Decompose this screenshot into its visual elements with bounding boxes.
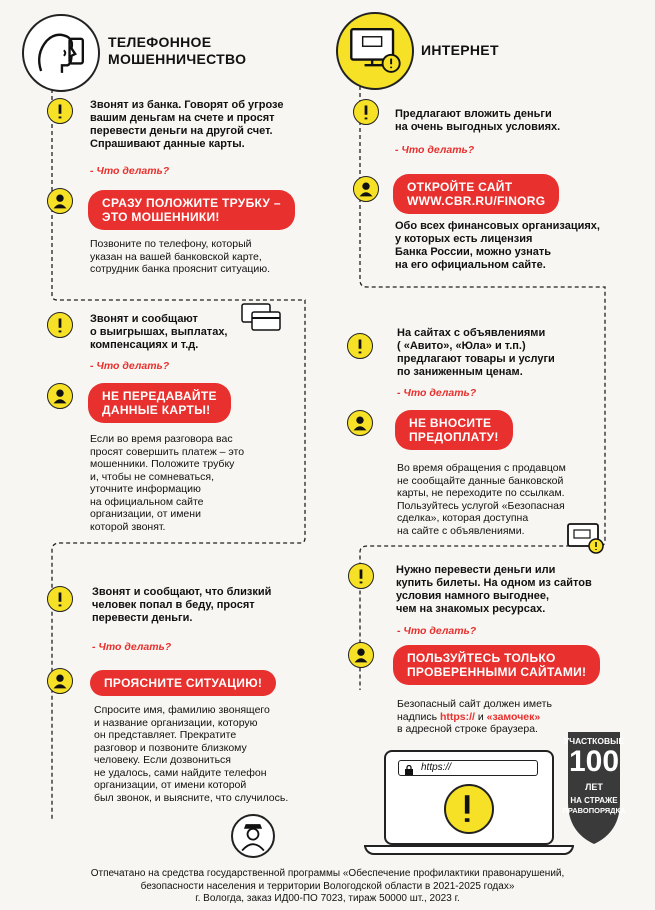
right-s3-ans-line (397, 711, 552, 724)
left-s3-ans-line: разговор и позвоните близкому (94, 741, 247, 754)
anniversary-badge-logo (558, 728, 630, 846)
left-s3-what-to-do: - Что делать? (92, 641, 172, 653)
right-s2-q-line: по заниженным ценам. (397, 366, 523, 378)
left-s2-ans-line: уточните информацию (90, 483, 201, 495)
badge-bottom1: НА СТРАЖЕ (570, 796, 618, 805)
lock-icon (404, 763, 414, 781)
ans-text: и (474, 710, 487, 723)
address-bar (398, 760, 538, 776)
pill-line: ПРЕДОПЛАТУ! (409, 430, 499, 444)
right-s3-q-line: чем на знакомых ресурсах. (396, 603, 546, 615)
monitor-warning-icon (566, 520, 606, 561)
left-s2-ans-line: на официальном сайте (90, 495, 204, 508)
left-s2-q-line: о выигрышах, выплатах, (90, 326, 228, 338)
police-officer-icon (231, 814, 275, 858)
pill-line: СРАЗУ ПОЛОЖИТЕ ТРУБКУ – (102, 196, 281, 210)
left-s2-ans-line: организации, от имени (90, 508, 201, 520)
left-title-line2: МОШЕННИЧЕСТВО (108, 51, 247, 67)
warning-icon (348, 563, 374, 589)
right-s2-ans-line: сделка», которая доступна (397, 512, 529, 524)
left-s1-ans-line: Позвоните по телефону, который (90, 238, 252, 250)
right-s1-ans-line: на его официальном сайте. (395, 259, 546, 271)
left-s2-ans-line: просят совершить платеж – это (90, 445, 245, 458)
https-text: https:// (439, 710, 475, 723)
warning-icon (47, 586, 73, 612)
right-s3-ans-line: Безопасный сайт должен иметь (397, 698, 552, 710)
phone-scam-icon (22, 14, 100, 92)
pill-line: ОТКРОЙТЕ САЙТ (407, 180, 513, 194)
badge-bottom2: ПРАВОПОРЯДКА (562, 806, 626, 815)
right-s2-what-to-do: - Что делать? (397, 387, 477, 399)
lock-text: «замочек» (486, 710, 541, 723)
pill-line: ПРОВЕРЕННЫМИ САЙТАМИ! (407, 665, 587, 679)
left-s3-advice-pill (90, 670, 276, 696)
left-s3-ans-line: человеку. Если дозвониться (94, 754, 231, 766)
left-s3-ans-line: не удалось, сами найдите телефон (94, 766, 267, 779)
left-s3-q-line: Звонят и сообщают, что близкий (92, 586, 272, 598)
right-s2-ans-line: Во время обращения с продавцом (397, 462, 566, 474)
right-s3-q-line: условия намного выгоднее, (396, 590, 550, 602)
right-s2-ans-line: Пользуйтесь услугой «Безопасная (397, 499, 565, 512)
warning-icon (444, 784, 494, 834)
left-s2-ans-line: которой звонят. (90, 520, 166, 533)
right-s2-q-line: На сайтах с объявлениями (397, 327, 546, 339)
pill-line: ЭТО МОШЕННИКИ! (102, 210, 220, 224)
left-s2-ans-line: мошенники. Положите трубку (90, 458, 235, 470)
pill-line: ПОЛЬЗУЙТЕСЬ ТОЛЬКО (407, 651, 556, 665)
right-s3-q-line: Нужно перевести деньги или (396, 564, 556, 576)
left-s2-q-line: компенсациях и т.д. (90, 339, 199, 351)
right-s2-ans-line: не сообщайте данные банковской (397, 474, 564, 487)
right-s1-q-line: Предлагают вложить деньги (395, 108, 552, 120)
right-s2-q-line: ( «Авито», «Юла» и т.п.) (397, 340, 526, 352)
right-s1-ans-line: Банка России, можно узнать (395, 246, 551, 258)
left-s3-ans-line: организации, от имени которой (94, 779, 247, 791)
pill-line: ПРОЯСНИТЕ СИТУАЦИЮ! (104, 676, 263, 690)
right-s3-q-line: купить билеты. На одном из сайтов (396, 577, 592, 589)
person-icon (353, 176, 379, 202)
warning-icon (353, 99, 379, 125)
left-s3-ans-line: Спросите имя, фамилию звонящего (94, 704, 270, 716)
left-s2-advice-pill (88, 383, 231, 423)
warning-icon (47, 312, 73, 338)
right-s1-advice-pill (393, 174, 559, 214)
left-s2-ans-line: Если во время разговора вас (90, 433, 233, 445)
left-s1-q-line: Звонят из банка. Говорят об угрозе (90, 99, 284, 111)
laptop-illustration (384, 750, 569, 860)
person-icon (47, 383, 73, 409)
badge-number: 100 (568, 745, 620, 778)
footer-line: безопасности населения и территории Вологодской области в 2021-2025 годах» (140, 880, 515, 892)
footer-line: г. Вологда, заказ ИД00-ПО 7023, тираж 50000 шт., 2023 г. (195, 893, 460, 904)
left-s1-what-to-do: - Что делать? (90, 165, 170, 177)
left-s3-ans-line: и название организации, которую (94, 716, 258, 729)
warning-icon (347, 333, 373, 359)
left-s3-ans-line: он представляет. Прекратите (94, 729, 237, 741)
left-s1-ans-line: указан на вашей банковской карте, (90, 250, 262, 263)
left-s1-q-line: Спрашивают данные карты. (90, 138, 245, 150)
right-s2-ans-line: карты, не переходите по ссылкам. (397, 487, 565, 499)
left-title-line1: ТЕЛЕФОННОЕ (108, 34, 212, 50)
left-s1-q-line: перевести деньги на другой счет. (90, 125, 273, 137)
person-icon (47, 668, 73, 694)
left-s2-ans-line: и, чтобы не сомневаться, (90, 470, 215, 483)
person-icon (47, 188, 73, 214)
person-icon (348, 642, 374, 668)
ans-text: надпись (397, 710, 440, 723)
right-s1-ans-line: у которых есть лицензия (395, 233, 533, 245)
badge-mid: ЛЕТ (585, 782, 603, 792)
right-s2-advice-pill (395, 410, 513, 450)
warning-icon (47, 98, 73, 124)
pill-line: НЕ ПЕРЕДАВАЙТЕ (102, 389, 217, 403)
left-s1-advice-pill (88, 190, 295, 230)
left-s1-ans-line: сотрудник банка прояснит ситуацию. (90, 263, 271, 275)
right-s1-q-line: на очень выгодных условиях. (395, 121, 561, 133)
footer-line: Отпечатано на средства государственной программы «Обеспечение профилактики правонарушений, (90, 868, 565, 879)
left-s3-q-line: перевести деньги. (92, 612, 193, 624)
left-s2-q-line: Звонят и сообщают (90, 313, 198, 325)
pill-line: ДАННЫЕ КАРТЫ! (102, 403, 211, 417)
left-s3-ans-line: был звонок, и выясните, что случилось. (94, 791, 289, 804)
right-s3-advice-pill (393, 645, 600, 685)
pill-line: НЕ ВНОСИТЕ (409, 416, 492, 430)
credit-cards-icon (240, 300, 284, 339)
left-s2-what-to-do: - Что делать? (90, 360, 170, 372)
url-text: https:// (421, 762, 452, 773)
right-s3-ans-line: в адресной строке браузера. (397, 723, 538, 735)
right-s2-q-line: предлагают товары и услуги (397, 353, 555, 365)
left-s1-q-line: вашим деньгам на счете и просят (90, 112, 275, 124)
computer-warning-icon (336, 12, 414, 90)
badge-top: УЧАСТКОВЫЕ (563, 736, 625, 746)
pill-line: WWW.CBR.RU/FINORG (407, 194, 546, 208)
right-s3-what-to-do: - Что делать? (397, 625, 477, 637)
right-s1-ans-line: Обо всех финансовых организациях, (395, 220, 600, 232)
right-s1-what-to-do: - Что делать? (395, 144, 475, 156)
right-title: ИНТЕРНЕТ (421, 42, 499, 58)
right-s2-ans-line: на сайте с объявлениями. (397, 524, 525, 537)
left-s3-q-line: человек попал в беду, просят (92, 599, 255, 611)
person-icon (347, 410, 373, 436)
